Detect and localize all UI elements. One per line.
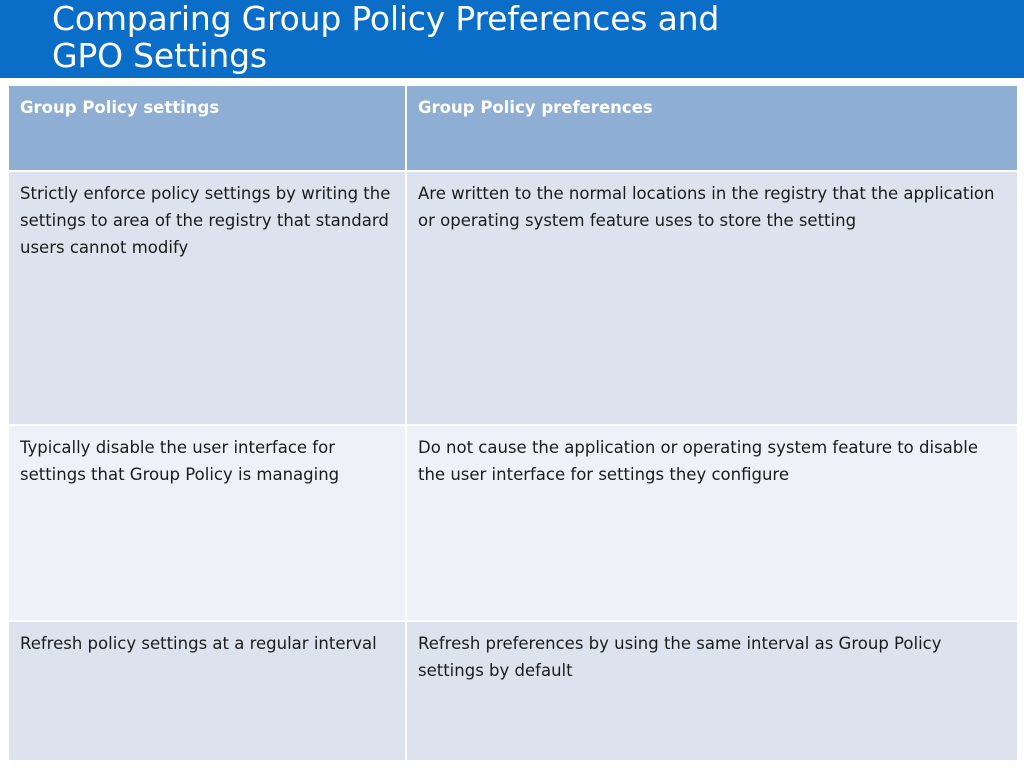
table-row: [8, 171, 1018, 425]
settings-cell: Refresh policy settings at a regular interval: [8, 621, 406, 761]
slide-title-line-1: Comparing Group Policy Preferences and: [52, 0, 720, 38]
preferences-cell: Do not cause the application or operating system feature to disable the user interface for settings they configure: [406, 425, 1018, 621]
preferences-cell: Are written to the normal locations in the registry that the application or operating system feature uses to store the setting: [406, 171, 1018, 425]
settings-cell: Typically disable the user interface for settings that Group Policy is managing: [8, 425, 406, 621]
table-row: [8, 425, 1018, 621]
title-bar: [0, 0, 1024, 78]
slide-title: [52, 0, 952, 74]
comparison-table: [7, 84, 1019, 762]
header-group-policy-preferences: Group Policy preferences: [406, 85, 1018, 171]
header-group-policy-settings: Group Policy settings: [8, 85, 406, 171]
slide-title-line-2: GPO Settings: [52, 36, 267, 75]
table-row: [8, 621, 1018, 761]
settings-cell: Strictly enforce policy settings by writing the settings to area of the registry that standard users cannot modify: [8, 171, 406, 425]
table-header-row: [8, 85, 1018, 171]
preferences-cell: Refresh preferences by using the same interval as Group Policy settings by default: [406, 621, 1018, 761]
